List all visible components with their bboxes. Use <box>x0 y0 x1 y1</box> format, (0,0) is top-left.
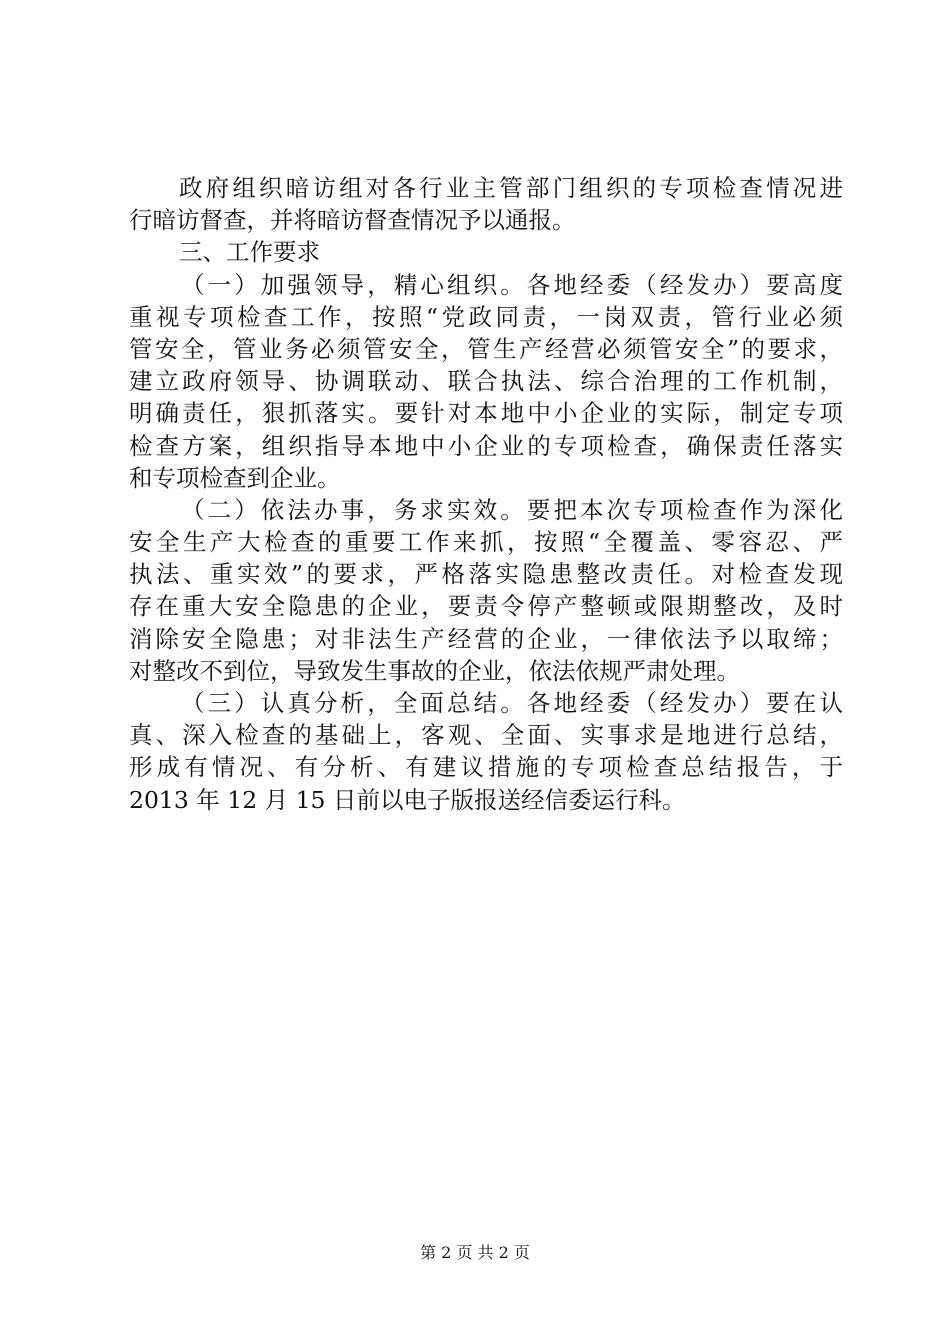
document-body <box>129 172 843 816</box>
section-heading: 三、工作要求 <box>179 238 320 267</box>
paragraph-line: 建立政府领导、协调联动、联合执法、综合治理的工作机制， <box>129 367 843 396</box>
paragraph-line: 安全生产大检查的重要工作来抓，按照“全覆盖、零容忍、严 <box>129 528 843 557</box>
paragraph-line: 政府组织暗访组对各行业主管部门组织的专项检查情况进 <box>179 174 843 202</box>
paragraph-line: 执法、重实效”的要求，严格落实隐患整改责任。对检查发现 <box>129 560 843 589</box>
paragraph-line: 2013 年 12 月 15 日前以电子版报送经信委运行科。 <box>129 785 686 814</box>
paragraph-line: 明确责任，狠抓落实。要针对本地中小企业的实际，制定专项 <box>129 399 843 428</box>
page-number-label: 第 2 页 共 2 页 <box>420 1243 530 1262</box>
paragraph-line: （二）依法办事，务求实效。要把本次专项检查作为深化 <box>181 495 843 524</box>
page-footer <box>0 1243 950 1263</box>
paragraph-line: 消除安全隐患；对非法生产经营的企业，一律依法予以取缔； <box>129 624 843 653</box>
paragraph-line: 检查方案，组织指导本地中小企业的专项检查，确保责任落实 <box>129 431 843 460</box>
paragraph-line: 对整改不到位，导致发生事故的企业，依法依规严肃处理。 <box>129 656 740 685</box>
paragraph-line: 管安全，管业务必须管安全，管生产经营必须管安全”的要求， <box>129 334 843 363</box>
paragraph-line: 形成有情况、有分析、有建议措施的专项检查总结报告，于 <box>129 753 843 782</box>
paragraph-line: 存在重大安全隐患的企业，要责令停产整顿或限期整改，及时 <box>129 592 843 621</box>
paragraph-line: 和专项检查到企业。 <box>129 463 341 492</box>
paragraph-line: （三）认真分析，全面总结。各地经委（经发办）要在认 <box>181 689 843 717</box>
paragraph-line: 真、深入检查的基础上，客观、全面、实事求是地进行总结， <box>129 721 843 750</box>
paragraph-line: （一）加强领导，精心组织。各地经委（经发办）要高度 <box>181 270 843 299</box>
paragraph-line: 重视专项检查工作，按照“党政同责，一岗双责，管行业必须 <box>129 302 843 331</box>
paragraph-line: 行暗访督查，并将暗访督查情况予以通报。 <box>129 206 576 235</box>
